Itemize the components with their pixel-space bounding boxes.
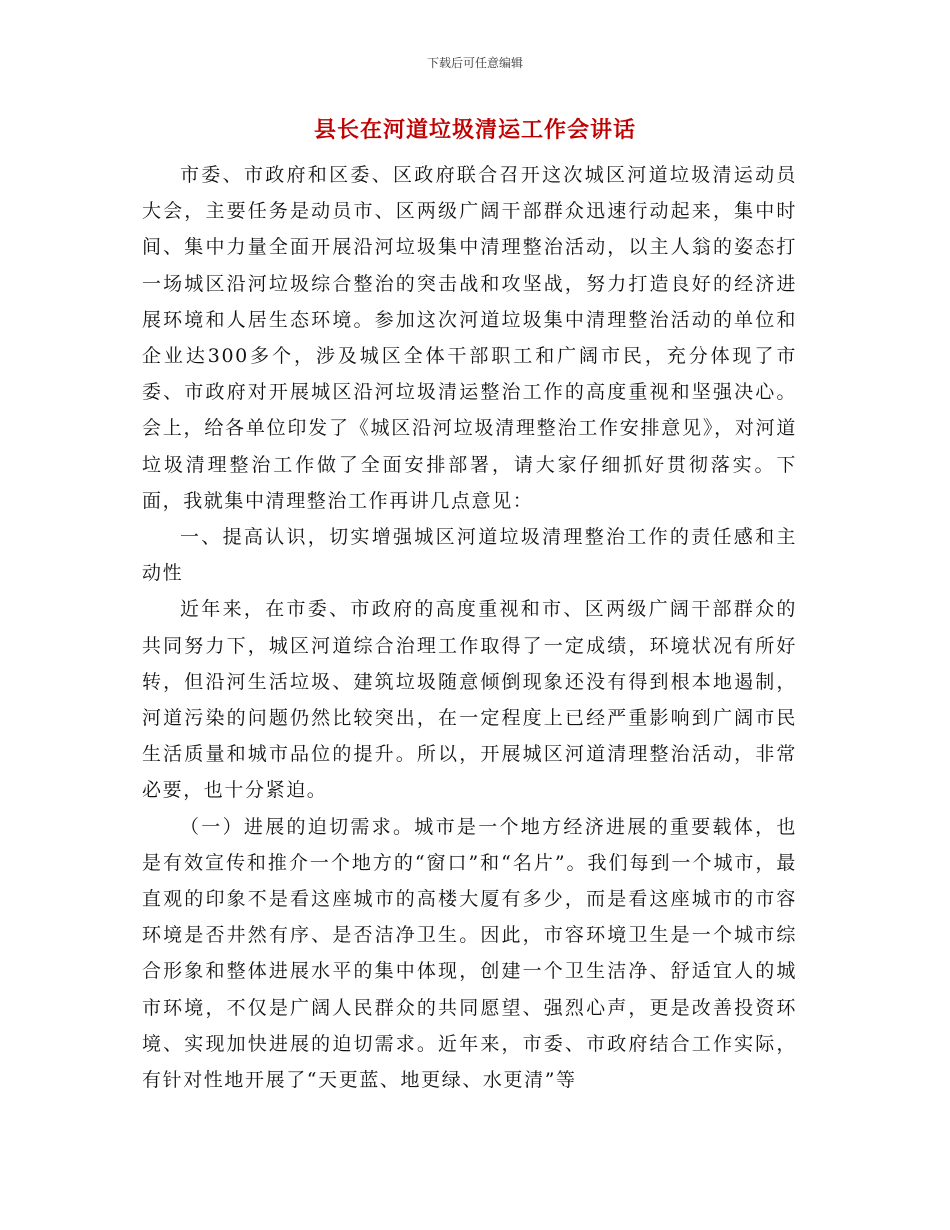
paragraph-intro: 市委、市政府和区委、区政府联合召开这次城区河道垃圾清运动员大会，主要任务是动员市、区两级广阔干部群众迅速行动起来，集中时间、集中力量全面开展沿河垃圾集中清理整治活动，以主人翁的姿态打一场城区沿河垃圾综合整治的突击战和攻坚战，努力打造良好的经济进展环境和人居生态环境。参加这次河道垃圾集中清理整治活动的单位和企业达300多个，涉及城区全体干部职工和广阔市民，充分体现了市委、市政府对开展城区沿河垃圾清运整治工作的高度重视和坚强决心。会上，给各单位印发了《城区沿河垃圾清理整治工作安排意见》，对河道垃圾清理整治工作做了全面安排部署，请大家仔细抓好贯彻落实。下面，我就集中清理整治工作再讲几点意见： (142, 164, 797, 512)
section-heading-1: 一、提高认识，切实增强城区河道垃圾清理整治工作的责任感和主动性 (142, 526, 797, 585)
paragraph-background: 近年来，在市委、市政府的高度重视和市、区两级广阔干部群众的共同努力下，城区河道综合治理工作取得了一定成绩，环境状况有所好转，但沿河生活垃圾、建筑垃圾随意倾倒现象还没有得到根本地遏制，河道污染的问题仍然比较突出，在一定程度上已经严重影响到广阔市民生活质量和城市品位的提升。所以，开展城区河道清理整治活动，非常必要，也十分紧迫。 (142, 598, 797, 802)
document-body (142, 157, 797, 1098)
document-title: 县长在河道垃圾清运工作会讲话 (313, 118, 636, 143)
page-header-note: 下载后可任意编辑 (426, 56, 523, 70)
paragraph-subsection-1: （一）进展的迫切需求。城市是一个地方经济进展的重要载体，也是有效宣传和推介一个地方的“窗口”和“名片”。我们每到一个城市，最直观的印象不是看这座城市的高楼大厦有多少，而是看这座城市的市容环境是否井然有序、是否洁净卫生。因此，市容环境卫生是一个城市综合形象和整体进展水平的集中体现，创建一个卫生洁净、舒适宜人的城市环境，不仅是广阔人民群众的共同愿望、强烈心声，更是改善投资环境、实现加快进展的迫切需求。近年来，市委、市政府结合工作实际，有针对性地开展了“天更蓝、地更绿、水更清”等 (142, 815, 797, 1092)
